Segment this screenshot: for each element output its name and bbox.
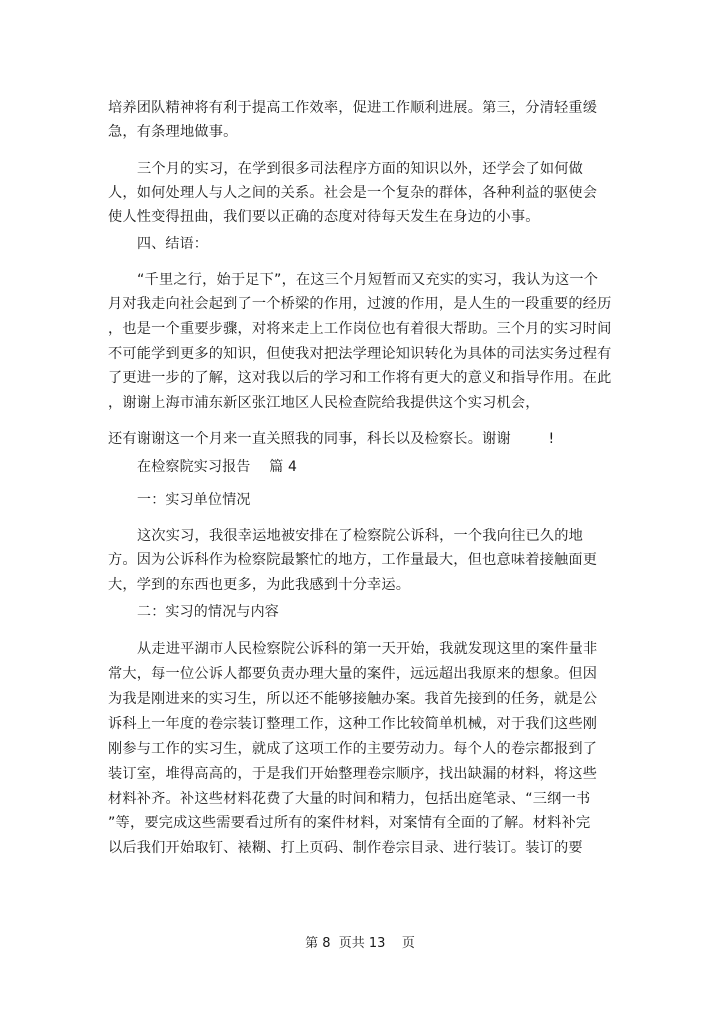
- page-footer: 第 8 页共 13 页: [305, 936, 415, 951]
- body-text-line: 人，如何处理人与人之间的关系。社会是一个复杂的群体，各种利益的驱使会: [108, 185, 598, 201]
- body-text-line: 常大，每一位公诉人都要负责办理大量的案件，远远超出我原来的想象。但因: [108, 666, 598, 682]
- body-text-line: 这次实习，我很幸运地被安排在了检察院公诉科，一个我向往已久的地: [137, 528, 584, 544]
- body-text-line: ”等，要完成这些需要看过所有的案件材料，对案情有全面的了解。材料补完: [108, 815, 591, 831]
- report-title: 在检察院实习报告 篇 4: [137, 459, 298, 475]
- body-text-line: ，谢谢上海市浦东新区张江地区人民检查院给我提供这个实习机会，: [108, 395, 540, 411]
- body-text-line: 月对我走向社会起到了一个桥梁的作用，过渡的作用，是人生的一段重要的经历: [108, 296, 612, 312]
- body-text-line: ，也是一个重要步骤，对将来走上工作岗位也有着很大帮助。三个月的实习时间: [108, 321, 612, 337]
- body-text-line: 为我是刚进来的实习生，所以还不能够接触办案。我首先接到的任务，就是公: [108, 691, 598, 707]
- section-heading: 一：实习单位情况: [137, 492, 251, 508]
- body-text-line: 三个月的实习，在学到很多司法程序方面的知识以外，还学会了如何做: [137, 161, 584, 177]
- body-text-line: 培养团队精神将有利于提高工作效率，促进工作顺利进展。第三，分清轻重缓: [108, 100, 598, 116]
- body-text-line: 大，学到的东西也更多，为此我感到十分幸运。: [108, 577, 411, 593]
- body-text-line: 诉科上一年度的卷宗装订整理工作，这种工作比较简单机械，对于我们这些刚: [108, 716, 598, 732]
- body-text-line: 刚参与工作的实习生，就成了这项工作的主要劳动力。每个人的卷宗都报到了: [108, 741, 598, 757]
- body-text-line: 装订室，堆得高高的，于是我们开始整理卷宗顺序，找出缺漏的材料，将这些: [108, 766, 598, 782]
- body-text-line: 还有谢谢这一个月来一直关照我的同事，科长以及检察长。谢谢 !: [108, 431, 555, 447]
- body-text-line: 从走进平湖市人民检察院公诉科的第一天开始，我就发现这里的案件量非: [137, 641, 598, 657]
- body-text-line: 使人性变得扭曲，我们要以正确的态度对待每天发生在身边的小事。: [108, 209, 540, 225]
- section-heading: 二：实习的情况与内容: [137, 604, 279, 620]
- body-text-line: “千里之行，始于足下”，在这三个月短暂而又充实的实习，我认为这一个: [137, 272, 599, 288]
- body-text-line: 不可能学到更多的知识，但使我对把法学理论知识转化为具体的司法实务过程有: [108, 346, 612, 362]
- body-text-line: 急，有条理地做事。: [108, 124, 238, 140]
- body-text-line: 了更进一步的了解，这对我以后的学习和工作将有更大的意义和指导作用。在此: [108, 370, 612, 386]
- body-text-line: 方。因为公诉科作为检察院最繁忙的地方，工作量最大，但也意味着接触面更: [108, 552, 598, 568]
- body-text-line: 以后我们开始取钉、裱糊、打上页码、制作卷宗目录、进行装订。装订的要: [108, 840, 583, 856]
- section-heading: 四、结语：: [137, 236, 208, 252]
- body-text-line: 材料补齐。补这些材料花费了大量的时间和精力，包括出庭笔录、“三纲一书: [108, 791, 591, 807]
